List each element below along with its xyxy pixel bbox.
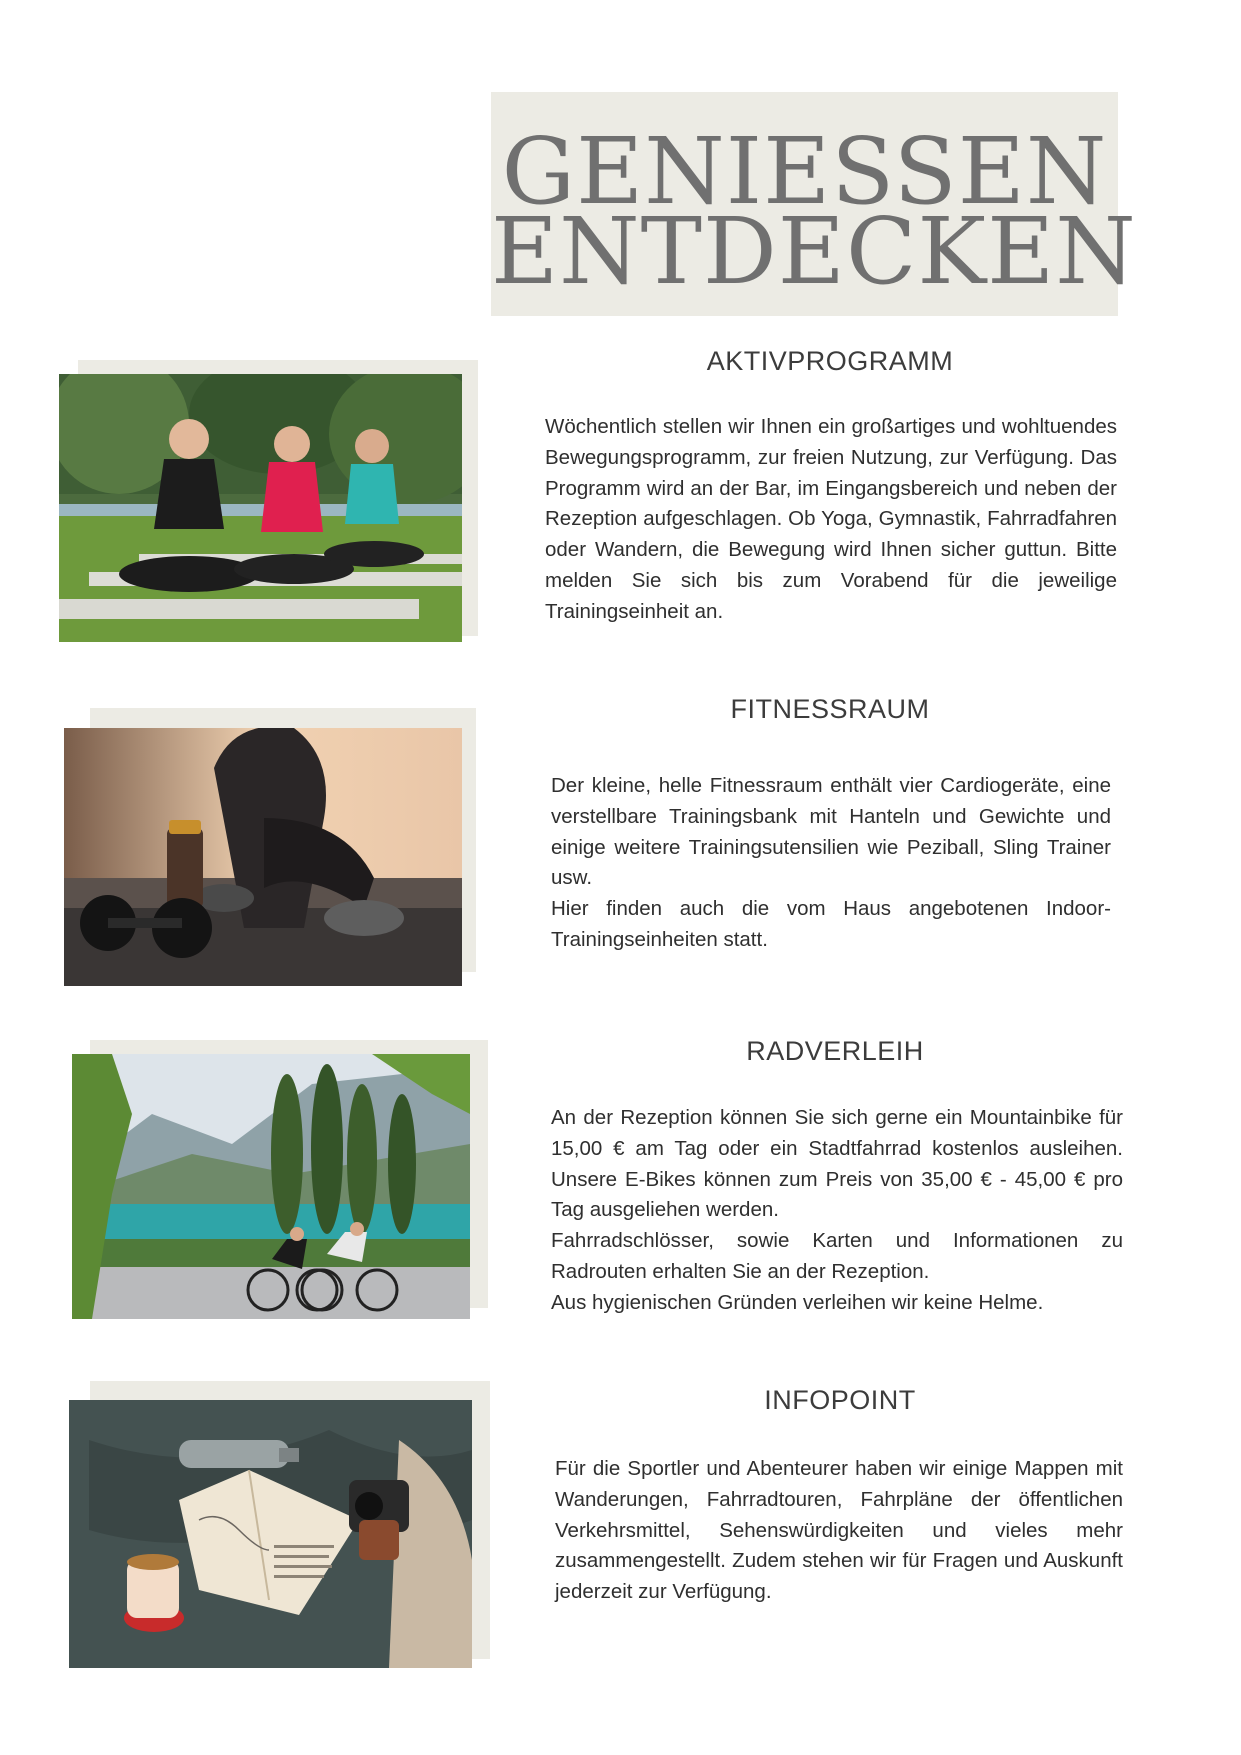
section-heading-aktivprogramm: AKTIVPROGRAMM bbox=[706, 346, 954, 376]
section-text-radverleih bbox=[551, 1103, 1123, 1319]
section-heading-infopoint: INFOPOINT bbox=[764, 1385, 916, 1415]
section-text-fitnessraum bbox=[551, 771, 1111, 956]
title-banner bbox=[491, 92, 1137, 316]
paragraph: Wöchentlich stellen wir Ihnen ein großartiges und wohltuendes Bewegungsprogramm, zur freien Nutzung, zur Verfügung. Das Programm wird an der Bar, im Eingangsbereich und neben der Rezeption aufgeschlagen. Ob Yoga, Gymnastik, Fahrradfahren oder Wandern, die Bewegung wird Ihnen sicher guttun. Bitte melden Sie sich bis zum Vorabend für die jeweilige Trainingseinheit an. bbox=[545, 415, 1117, 623]
section-heading-radverleih: RADVERLEIH bbox=[746, 1036, 924, 1066]
paragraph: Hier finden auch die vom Haus angebotenen Indoor-Trainingseinheiten statt. bbox=[551, 897, 1111, 951]
title-line-1: GENIESSEN bbox=[501, 118, 1108, 225]
paragraph: Fahrradschlösser, sowie Karten und Informationen zu Radrouten erhalten Sie an der Rezeption. bbox=[551, 1229, 1123, 1283]
fitness-photo bbox=[64, 728, 462, 986]
section-text-infopoint bbox=[555, 1454, 1123, 1608]
title-line-2: ENTDECKEN bbox=[491, 198, 1137, 305]
paragraph: An der Rezeption können Sie sich gerne ein Mountainbike für 15,00 € am Tag oder ein Stadtfahrrad kostenlos ausleihen. Unsere E-Bikes können zum Preis von 35,00 € - 45,00 € pro Tag ausgeliehen werden. bbox=[551, 1106, 1123, 1222]
yoga-photo bbox=[59, 374, 462, 642]
cycling-photo bbox=[72, 1054, 470, 1319]
map-book-photo bbox=[69, 1400, 472, 1668]
section-text-aktivprogramm bbox=[545, 412, 1117, 628]
paragraph: Für die Sportler und Abenteurer haben wir einige Mappen mit Wanderungen, Fahrradtouren, Fahrpläne der öffentlichen Verkehrsmittel, Sehenswürdigkeiten und vieles mehr zusammengestellt. Zudem stehen wir für Fragen und Auskunft jederzeit zur Verfügung. bbox=[555, 1457, 1123, 1604]
section-heading-fitnessraum: FITNESSRAUM bbox=[730, 694, 930, 724]
paragraph: Der kleine, helle Fitnessraum enthält vier Cardiogeräte, eine verstellbare Trainingsbank mit Hanteln und Gewichte und einige weitere Trainingsutensilien wie Peziball, Sling Trainer usw. bbox=[551, 774, 1111, 890]
paragraph: Aus hygienischen Gründen verleihen wir keine Helme. bbox=[551, 1290, 1044, 1314]
